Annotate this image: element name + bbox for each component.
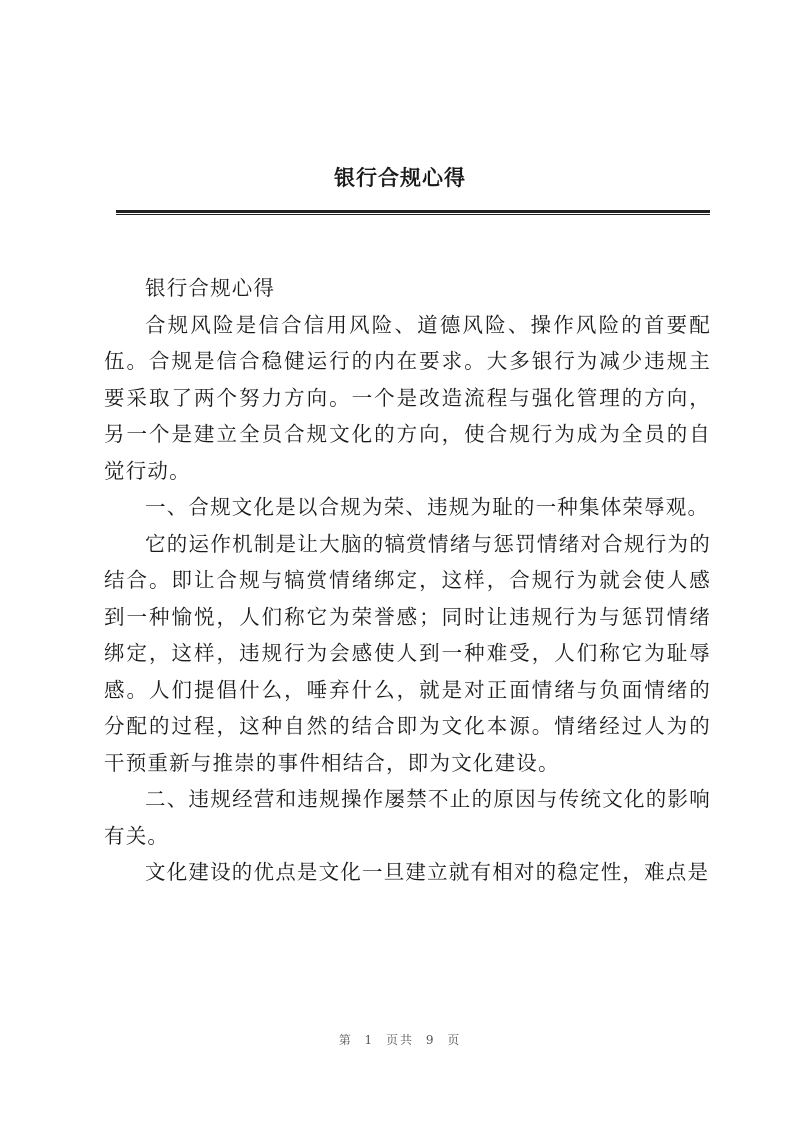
paragraph-culture: 文化建设的优点是文化一旦建立就有相对的稳定性，难点是 <box>145 860 710 884</box>
document-body <box>104 270 711 891</box>
paragraph-heading: 银行合规心得 <box>145 276 276 300</box>
page-footer: 第 1 页共 9 页 <box>338 1033 462 1047</box>
title-divider <box>116 210 710 215</box>
paragraph-intro: 合规风险是信合信用风险、道德风险、操作风险的首要配伍。合规是信合稳健运行的内在要求。大多银行为减少违规主要采取了两个努力方向。一个是改造流程与强化管理的方向，另一个是建立全员合规文化的方向，使合规行为成为全员的自觉行动。 <box>104 312 711 483</box>
document-title: 银行合规心得 <box>334 165 466 190</box>
section-heading-one: 一、合规文化是以合规为荣、违规为耻的一种集体荣辱观。 <box>145 495 710 519</box>
paragraph-mechanism: 它的运作机制是让大脑的犒赏情绪与惩罚情绪对合规行为的结合。即让合规与犒赏情绪绑定，这样，合规行为就会使人感到一种愉悦，人们称它为荣誉感；同时让违规行为与惩罚情绪绑定，这样，违规行为会感使人到一种难受，人们称它为耻辱感。人们提倡什么，唾弃什么，就是对正面情绪与负面情绪的分配的过程，这种自然的结合即为文化本源。情绪经过人为的干预重新与推崇的事件相结合，即为文化建设。 <box>104 531 711 775</box>
section-heading-two: 二、违规经营和违规操作屡禁不止的原因与传统文化的影响有关。 <box>104 787 711 848</box>
